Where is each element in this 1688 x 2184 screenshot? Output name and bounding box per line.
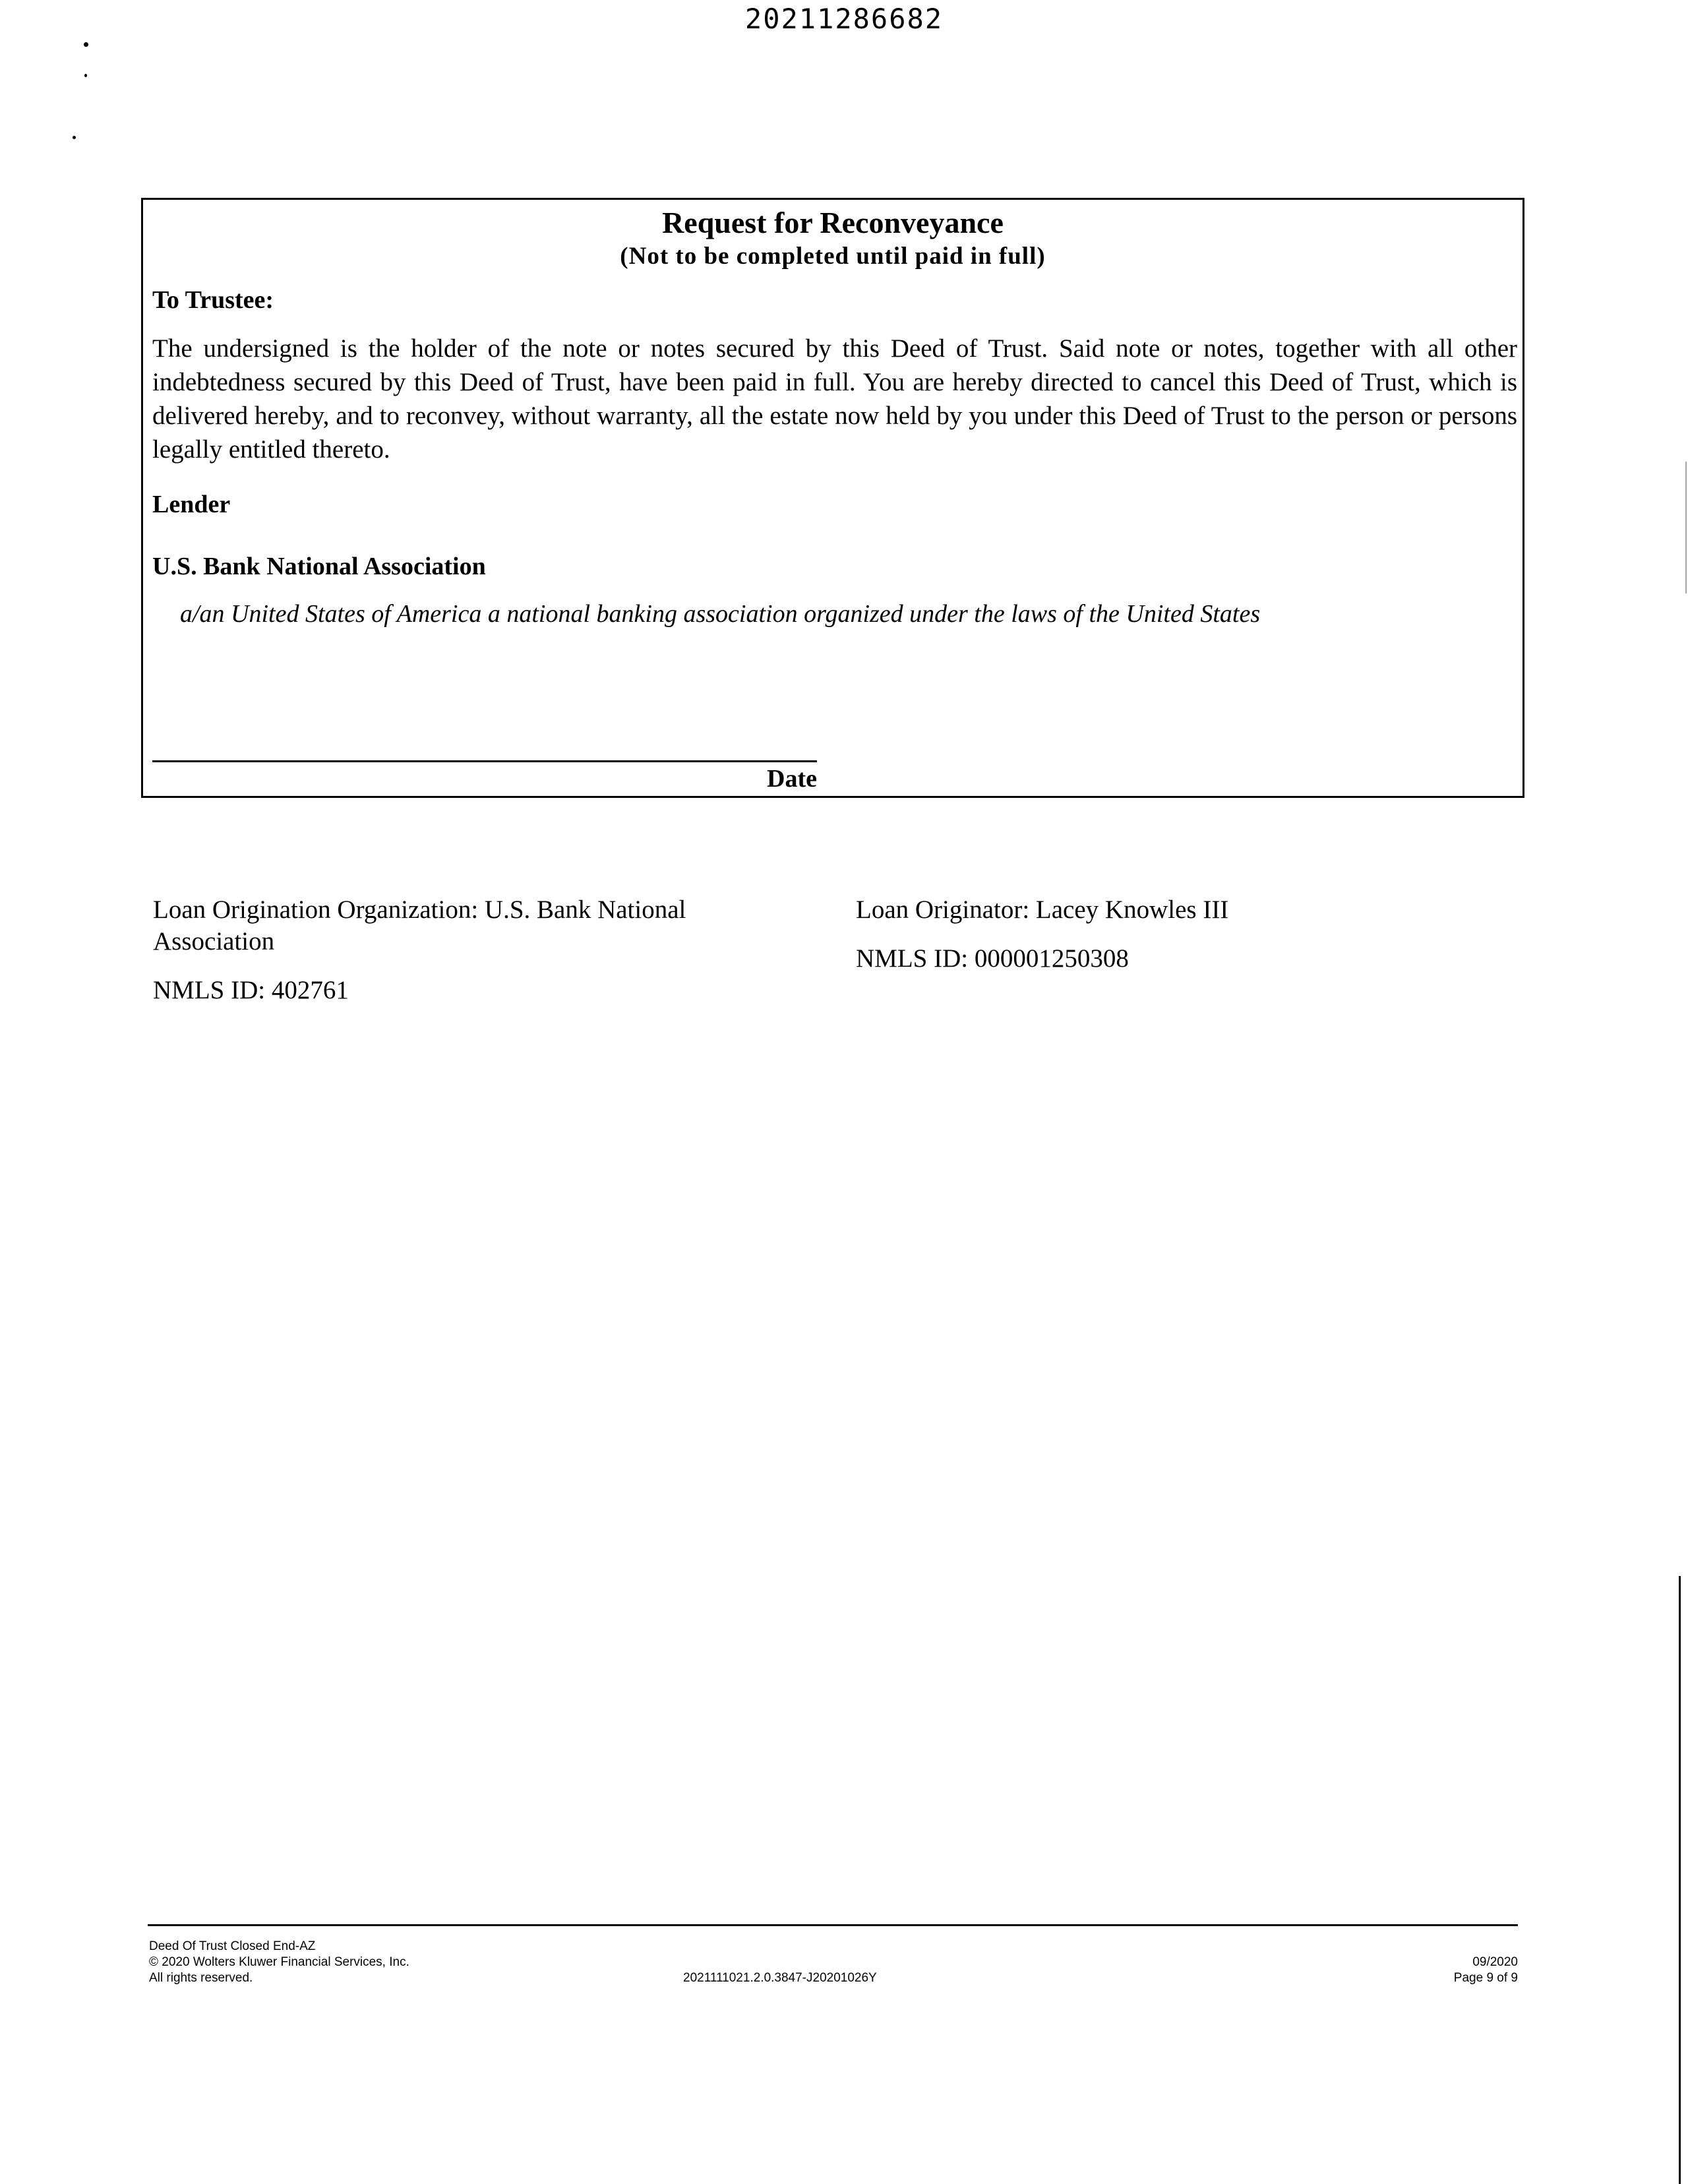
organization-line-1: Loan Origination Organization: U.S. Bank National: [153, 895, 686, 924]
signature-line: [152, 760, 817, 762]
footer-doc-id: 2021111021.2.0.3847-J20201026Y: [683, 1971, 877, 1985]
lender-name: U.S. Bank National Association: [152, 553, 486, 580]
scan-edge-line: [1685, 462, 1687, 593]
footer-form-info: [149, 1939, 409, 1986]
lender-label: Lender: [152, 491, 231, 518]
reconveyance-title: Request for Reconveyance: [662, 206, 1004, 239]
scan-edge-line: [1679, 1576, 1681, 2184]
scan-speck: [73, 136, 76, 139]
originator-nmls-id: NMLS ID: 000001250308: [856, 944, 1129, 973]
loan-originator: Loan Originator: Lacey Knowles III: [856, 895, 1229, 924]
footer-page-number: Page 9 of 9: [1453, 1971, 1518, 1985]
recording-number: 20211286682: [744, 3, 944, 35]
organization-line-2: Association: [153, 927, 275, 956]
footer-form-date-page: [1454, 1955, 1518, 1986]
scan-speck: [84, 74, 87, 77]
footer-rights: All rights reserved.: [149, 1971, 253, 1985]
footer-form-date: 09/2020: [1472, 1955, 1518, 1969]
footer-form-name: Deed Of Trust Closed End-AZ: [149, 1939, 316, 1953]
date-label: Date: [767, 765, 817, 793]
footer-copyright: © 2020 Wolters Kluwer Financial Services, Inc.: [149, 1955, 409, 1969]
reconveyance-body: The undersigned is the holder of the note or notes secured by this Deed of Trust. Said note or notes, together with all other indebtedness secured by this Deed of Trust, have been paid in full. You are hereby directed to cancel this Deed of Trust, which is delivered hereby, and to reconvey, without warranty, all the estate now held by you under this Deed of Trust to the person or persons legally entitled thereto.: [152, 334, 1517, 464]
reconveyance-box: [141, 198, 1524, 798]
scan-speck: [84, 42, 88, 47]
origination-organization: [153, 894, 686, 957]
reconveyance-subtitle: (Not to be completed until paid in full): [620, 243, 1046, 270]
footer-rule: [148, 1924, 1518, 1926]
organization-nmls-id: NMLS ID: 402761: [153, 976, 349, 1004]
lender-description: a/an United States of America a national banking association organized under the laws of the United States: [180, 600, 1261, 628]
to-trustee-label: To Trustee:: [152, 286, 274, 314]
